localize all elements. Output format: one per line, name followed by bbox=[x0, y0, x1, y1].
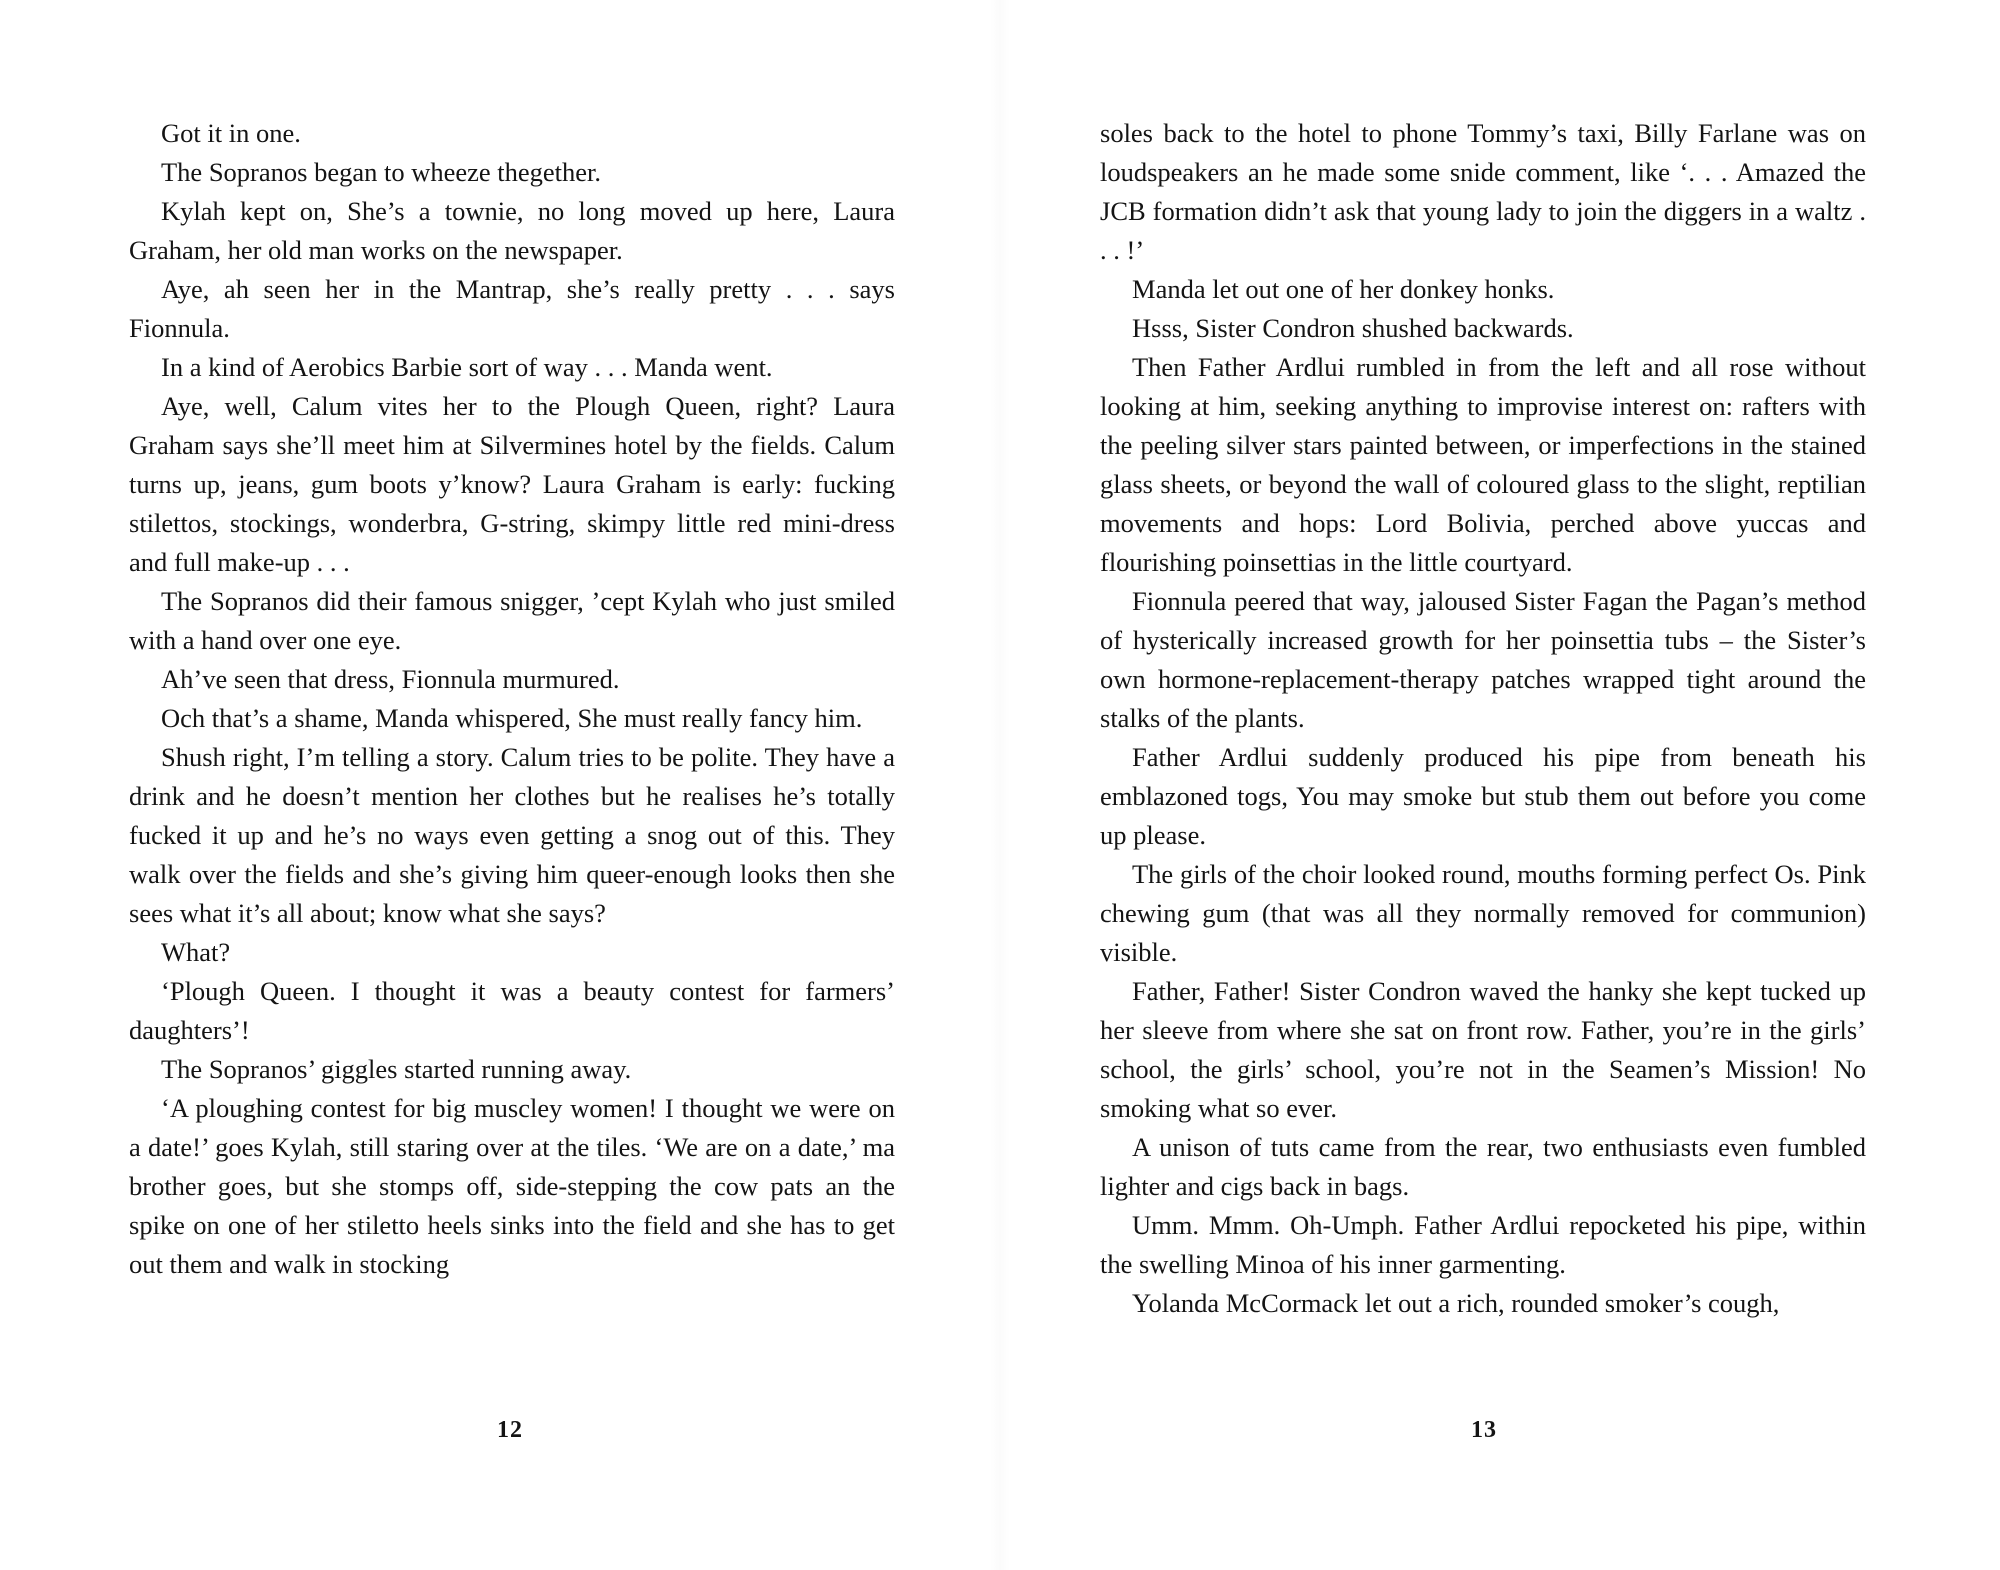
right-page bbox=[1000, 0, 2000, 1570]
paragraph: Fionnula peered that way, jaloused Sister Fagan the Pagan’s method of hysterically increased growth for her poinsettia tubs – the Sister’s own hormone-replacement-therapy patches wrapped tight around the stalks of the plants. bbox=[1100, 586, 1866, 733]
paragraph: Then Father Ardlui rumbled in from the left and all rose without looking at him, seeking anything to improvise interest on: rafters with the peeling silver stars painted between, or imperfections in the stained glass sheets, or beyond the wall of coloured glass to the slight, reptilian movements and hops: Lord Bolivia, perched above yuccas and flourishing poinsettias in the little courtyard. bbox=[1100, 352, 1866, 577]
paragraph: In a kind of Aerobics Barbie sort of way . . . Manda went. bbox=[161, 352, 773, 382]
paragraph: ‘Plough Queen. I thought it was a beauty contest for farmers’ daughters’! bbox=[129, 976, 895, 1045]
paragraph: Kylah kept on, She’s a townie, no long moved up here, Laura Graham, her old man works on the newspaper. bbox=[129, 196, 895, 265]
paragraph: soles back to the hotel to phone Tommy’s taxi, Billy Farlane was on loudspeakers an he made some snide comment, like ‘. . . Amazed the JCB formation didn’t ask that young lady to join the diggers in a waltz . . . !’ bbox=[1100, 118, 1866, 265]
paragraph: A unison of tuts came from the rear, two enthusiasts even fumbled lighter and cigs back in bags. bbox=[1100, 1132, 1866, 1201]
paragraph: The Sopranos did their famous snigger, ’cept Kylah who just smiled with a hand over one eye. bbox=[129, 586, 895, 655]
paragraph: Hsss, Sister Condron shushed backwards. bbox=[1132, 313, 1574, 343]
paragraph: Umm. Mmm. Oh-Umph. Father Ardlui repocketed his pipe, within the swelling Minoa of his inner garmenting. bbox=[1100, 1210, 1866, 1279]
paragraph: Manda let out one of her donkey honks. bbox=[1132, 274, 1555, 304]
paragraph: What? bbox=[161, 937, 231, 967]
paragraph: Shush right, I’m telling a story. Calum tries to be polite. They have a drink and he doesn’t mention her clothes but he realises he’s totally fucked it up and he’s no ways even getting a snog out of this. They walk over the fields and she’s giving him queer-enough looks then she sees what it’s all about; know what she says? bbox=[129, 742, 895, 928]
left-page-text bbox=[129, 114, 895, 1284]
paragraph: The Sopranos’ giggles started running away. bbox=[161, 1054, 632, 1084]
paragraph: Got it in one. bbox=[161, 118, 301, 148]
paragraph: The Sopranos began to wheeze thegether. bbox=[161, 157, 602, 187]
paragraph: Och that’s a shame, Manda whispered, She must really fancy him. bbox=[161, 703, 863, 733]
paragraph: Father, Father! Sister Condron waved the hanky she kept tucked up her sleeve from where she sat on front row. Father, you’re in the girls’ school, the girls’ school, you’re not in the Seamen’s Mission! No smoking what so ever. bbox=[1100, 976, 1866, 1123]
page-number: 13 bbox=[1471, 1417, 1497, 1443]
page-number: 12 bbox=[497, 1417, 523, 1443]
right-page-text bbox=[1100, 114, 1866, 1323]
paragraph: Yolanda McCormack let out a rich, rounded smoker’s cough, bbox=[1132, 1288, 1780, 1318]
paragraph: ‘A ploughing contest for big muscley women! I thought we were on a date!’ goes Kylah, still staring over at the tiles. ‘We are on a date,’ ma brother goes, but she stomps off, side-stepping the cow pats an the spike on one of her stiletto heels sinks into the field and she has to get out them and walk in stocking bbox=[129, 1093, 895, 1279]
paragraph: Aye, ah seen her in the Mantrap, she’s really pretty . . . says Fionnula. bbox=[129, 274, 895, 343]
paragraph: Father Ardlui suddenly produced his pipe from beneath his emblazoned togs, You may smoke but stub them out before you come up please. bbox=[1100, 742, 1866, 850]
paragraph: Ah’ve seen that dress, Fionnula murmured. bbox=[161, 664, 620, 694]
paragraph: Aye, well, Calum vites her to the Plough Queen, right? Laura Graham says she’ll meet him at Silvermines hotel by the fields. Calum turns up, jeans, gum boots y’know? Laura Graham is early: fucking stilettos, stockings, wonderbra, G-string, skimpy little red mini-dress and full make-up . . . bbox=[129, 391, 895, 577]
paragraph: The girls of the choir looked round, mouths forming perfect Os. Pink chewing gum (that was all they normally removed for communion) visible. bbox=[1100, 859, 1866, 967]
